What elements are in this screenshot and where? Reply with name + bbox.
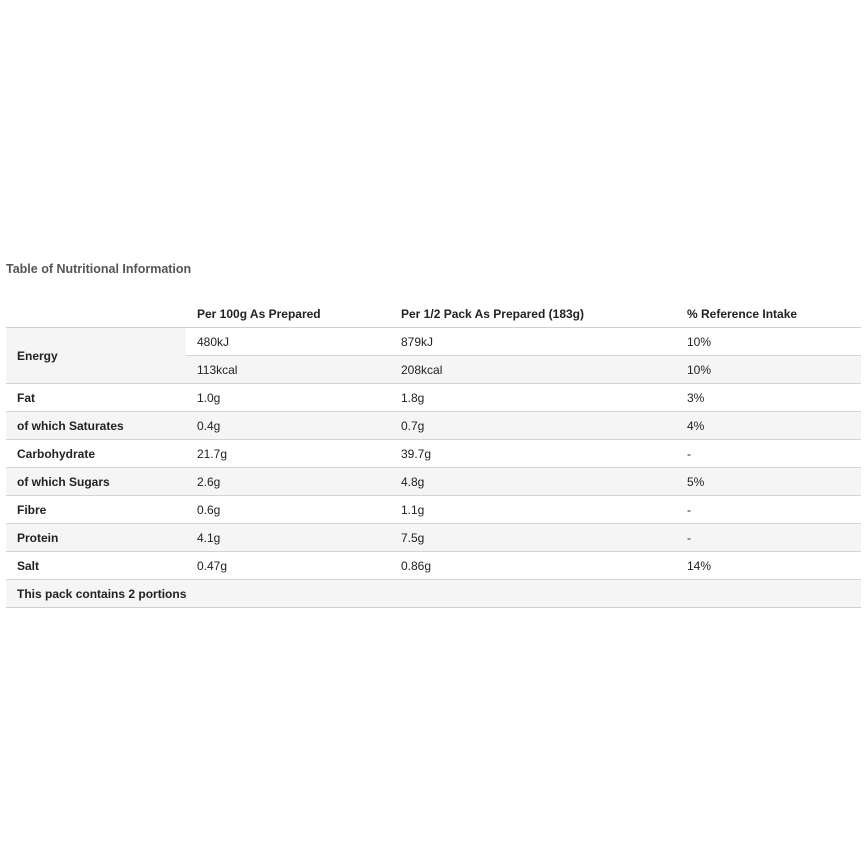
portions-note: This pack contains 2 portions	[6, 580, 861, 608]
row-label: Fibre	[6, 496, 186, 524]
table-row-fat	[6, 384, 861, 412]
cell-ri: -	[676, 440, 861, 468]
cell-energy-kcal-per100: 113kcal	[186, 356, 390, 384]
table-row-sugars	[6, 468, 861, 496]
table-row-fibre	[6, 496, 861, 524]
table-caption: Table of Nutritional Information	[6, 262, 192, 276]
row-label: of which Sugars	[6, 468, 186, 496]
table-row-portions	[6, 580, 861, 608]
row-label: of which Saturates	[6, 412, 186, 440]
table-row-carbohydrate	[6, 440, 861, 468]
header-reference-intake: % Reference Intake	[676, 300, 861, 328]
cell-energy-kj-ri: 10%	[676, 328, 861, 356]
header-per-100g: Per 100g As Prepared	[186, 300, 390, 328]
cell-ri: -	[676, 496, 861, 524]
cell-energy-kcal-ri: 10%	[676, 356, 861, 384]
row-label: Salt	[6, 552, 186, 580]
cell-per100: 1.0g	[186, 384, 390, 412]
cell-per100: 2.6g	[186, 468, 390, 496]
cell-ri: -	[676, 524, 861, 552]
cell-per100: 0.6g	[186, 496, 390, 524]
cell-ri: 4%	[676, 412, 861, 440]
row-label-energy: Energy	[6, 328, 186, 384]
row-label: Carbohydrate	[6, 440, 186, 468]
cell-perhalf: 7.5g	[390, 524, 676, 552]
table-row-salt	[6, 552, 861, 580]
cell-perhalf: 0.7g	[390, 412, 676, 440]
cell-energy-kj-per100: 480kJ	[186, 328, 390, 356]
cell-ri: 3%	[676, 384, 861, 412]
table-row-energy-kj	[6, 328, 861, 356]
header-row	[6, 300, 861, 328]
cell-perhalf: 1.1g	[390, 496, 676, 524]
table-row-protein	[6, 524, 861, 552]
cell-per100: 0.4g	[186, 412, 390, 440]
cell-perhalf: 39.7g	[390, 440, 676, 468]
cell-energy-kcal-perhalf: 208kcal	[390, 356, 676, 384]
cell-ri: 14%	[676, 552, 861, 580]
row-label: Protein	[6, 524, 186, 552]
nutrition-table	[6, 300, 861, 608]
cell-energy-kj-perhalf: 879kJ	[390, 328, 676, 356]
cell-per100: 4.1g	[186, 524, 390, 552]
row-label: Fat	[6, 384, 186, 412]
cell-ri: 5%	[676, 468, 861, 496]
table-row-saturates	[6, 412, 861, 440]
cell-perhalf: 1.8g	[390, 384, 676, 412]
cell-per100: 0.47g	[186, 552, 390, 580]
header-per-half-pack: Per 1/2 Pack As Prepared (183g)	[390, 300, 676, 328]
cell-perhalf: 4.8g	[390, 468, 676, 496]
cell-per100: 21.7g	[186, 440, 390, 468]
cell-perhalf: 0.86g	[390, 552, 676, 580]
header-empty	[6, 300, 186, 328]
